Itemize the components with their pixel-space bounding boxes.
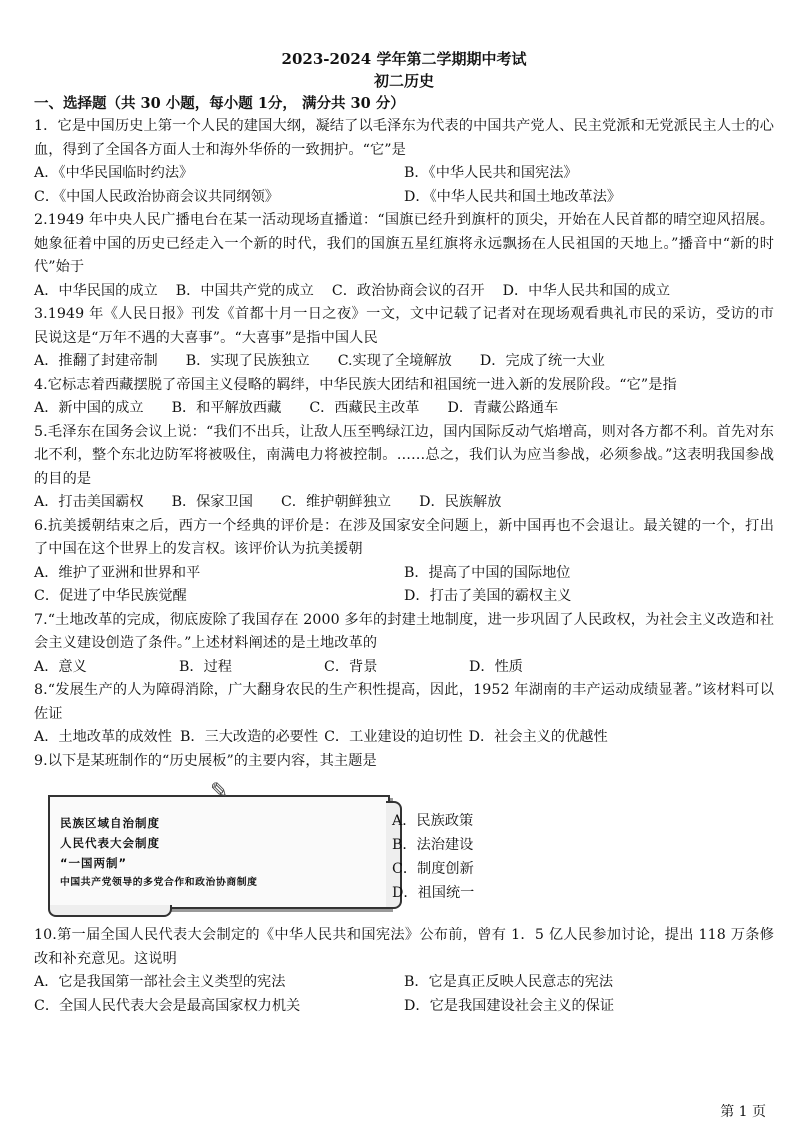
option-c: C．背景 [324, 658, 378, 675]
question-9-figure [34, 779, 774, 924]
board-line-1: 民族区域自治制度 [60, 816, 160, 830]
option-c: C．《中国人民政治协商会议共同纲领》 [34, 188, 279, 205]
option-d: D．祖国统一 [392, 885, 475, 901]
option-c: C．制度创新 [392, 861, 474, 877]
option-b: B．中国共产党的成立 [175, 282, 314, 299]
board-line-3: “一国两制” [60, 856, 128, 870]
option-c: C．西藏民主改革 [309, 400, 420, 416]
question-6-options [34, 562, 774, 586]
question-7-stem: 7.“土地改革的完成，彻底废除了我国存在 2000 多年的封建土地制度，进一步巩固了人民政权，为社会主义改造和社会主义建设创造了条件。”上述材料阐述的是土地改革的 [34, 611, 774, 651]
option-a: A．推翻了封建帝制 [34, 353, 158, 369]
option-a: A．维护了亚洲和世界和平 [34, 564, 201, 581]
exam-subject: 初二历史 [373, 72, 434, 90]
option-c: C．政治协商会议的召开 [331, 282, 485, 299]
option-b: B．保家卫国 [171, 494, 253, 510]
question-3-options [34, 350, 774, 374]
option-c: C．全国人民代表大会是最高国家权力机关 [34, 997, 301, 1014]
question-10-options [34, 971, 774, 995]
question-6-stem: 6.抗美援朝结束之后，西方一个经典的评价是：在涉及国家安全问题上，新中国再也不会退让。最关键的一个，打出了中国在这个世界上的发言权。该评价认为抗美援朝 [34, 517, 774, 557]
option-d: D．中华人民共和国的成立 [502, 282, 671, 299]
exam-title: 2023-2024 学年第二学期期中考试 [281, 50, 527, 68]
question-7-options [34, 656, 774, 680]
option-a: A．它是我国第一部社会主义类型的宪法 [34, 974, 286, 990]
option-d: D．它是我国建设社会主义的保证 [404, 997, 615, 1014]
question-9-options [392, 809, 474, 905]
option-a: A．土地改革的成效性 [34, 729, 172, 745]
option-a: A．民族政策 [392, 813, 474, 829]
history-display-board [48, 795, 390, 909]
option-d: D．民族解放 [419, 494, 502, 510]
question-8-options [34, 726, 774, 750]
option-b: B．三大改造的必要性 [179, 729, 319, 745]
question-5-options [34, 491, 774, 515]
option-b: B．它是真正反映人民意志的宪法 [404, 974, 614, 990]
option-d: D．完成了统一大业 [479, 353, 605, 369]
board-line-4: 中国共产党领导的多党合作和政治协商制度 [60, 877, 258, 888]
question-6-options-row2 [34, 585, 774, 609]
option-c: C．促进了中华民族觉醒 [34, 588, 187, 604]
option-b: B．过程 [179, 658, 232, 675]
option-d: D．性质 [469, 658, 523, 675]
option-b: B．提高了中国的国际地位 [404, 564, 571, 581]
question-5-stem: 5.毛泽东在国务会议上说：“我们不出兵，让敌人压至鸭绿江边，国内国际反动气焰增高，则对各方都不利。首先对东北不利，整个东北边防军将被吸住，南满电力将被控制。……总之，我们认为应当参战，必须参战。”这表明我国参战的目的是 [34, 423, 774, 487]
question-10-stem: 10.第一届全国人民代表大会制定的《中华人民共和国宪法》公布前，曾有 1．5 亿人民参加讨论，提出 118 万条修改和补充意见。这说明 [34, 927, 774, 967]
option-c: C．工业建设的迫切性 [324, 729, 463, 745]
option-c: C．维护朝鲜独立 [280, 494, 392, 510]
option-b: B．和平解放西藏 [171, 400, 282, 416]
question-1-options-row2 [34, 186, 774, 210]
question-2-options [34, 280, 774, 304]
exam-page [34, 48, 774, 1018]
question-2-stem: 2.1949 年中央人民广播电台在某一活动现场直播道：“国旗已经升到旗杆的顶尖，开始在人民首都的晴空迎风招展。她象征着中国的历史已经走入一个新的时代，我们的国旗五星红旗将永远飘扬在人民祖国的天地上。”播音中“新的时代”始于 [34, 212, 774, 275]
question-8-stem: 8.“发展生产的人为障碍消除，广大翻身农民的生产积性提高，因此，1952 年湖南的丰产运动成绩显著。”该材料可以佐证 [34, 682, 774, 722]
option-a: A．打击美国霸权 [34, 494, 144, 510]
option-b: B．法治建设 [392, 837, 474, 853]
board-content [60, 813, 258, 893]
option-b: B．实现了民族独立 [185, 353, 310, 369]
page-number: 第 1 页 [720, 1104, 766, 1120]
question-3-stem: 3.1949 年《人民日报》刊发《首都十月一日之夜》一文，文中记载了记者对在现场观看典礼市民的采访，受访的市民说这是“万年不遇的大喜事”。“大喜事”是指中国人民 [34, 306, 774, 346]
question-10-options-row2 [34, 995, 774, 1019]
option-a: A．意义 [34, 658, 87, 675]
question-4-stem: 4.它标志着西藏摆脱了帝国主义侵略的羁绊，中华民族大团结和祖国统一进入新的发展阶段。“它”是指 [34, 376, 677, 393]
option-a: A．中华民国的成立 [34, 282, 158, 299]
question-1-stem: 1．它是中国历史上第一个人民的建国大纲，凝结了以毛泽东为代表的中国共产党人、民主党派和无党派民主人士的心血，得到了全国各方面人士和海外华侨的一致拥护。“它”是 [34, 118, 774, 158]
option-d: D．打击了美国的霸权主义 [404, 588, 572, 604]
board-scroll-bottom [48, 905, 172, 917]
option-d: D．《中华人民共和国土地改革法》 [404, 188, 622, 205]
board-line-2: 人民代表大会制度 [60, 836, 160, 850]
option-a: A．新中国的成立 [34, 400, 144, 416]
option-a: A．《中华民国临时约法》 [34, 165, 194, 181]
pushpin-icon: ✎ [210, 779, 229, 804]
question-9-stem: 9.以下是某班制作的“历史展板”的主要内容，其主题是 [34, 752, 377, 769]
option-c: C.实现了全境解放 [337, 353, 452, 369]
question-4-options [34, 397, 774, 421]
question-1-options [34, 162, 774, 186]
option-b: B．《中华人民共和国宪法》 [404, 165, 578, 181]
option-d: D．青藏公路通车 [447, 400, 559, 416]
option-d: D．社会主义的优越性 [468, 729, 608, 745]
section-heading: 一、选择题（共 30 小题，每小题 1分， 满分共 30 分） [34, 95, 405, 112]
